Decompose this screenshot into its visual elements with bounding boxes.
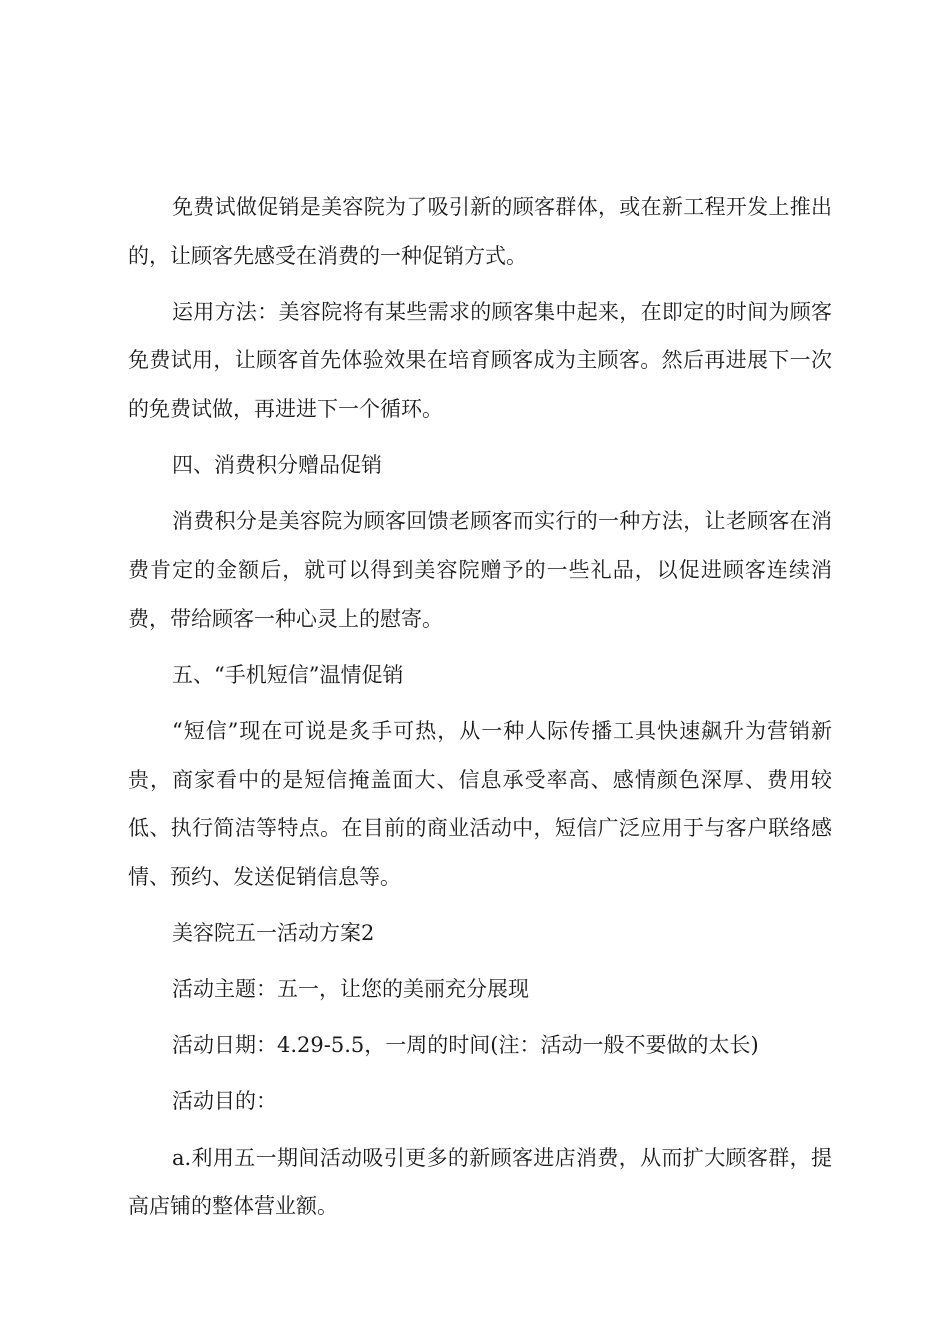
paragraph-activity-theme: 活动主题：五一，让您的美丽充分展现 — [172, 977, 529, 1002]
heading-points-gift-promotion: 四、消费积分赠品促销 — [172, 453, 382, 478]
heading-sms-promotion: 五、“手机短信”温情促销 — [172, 662, 404, 687]
document-body — [128, 183, 832, 1238]
paragraph-points-gift: 消费积分是美容院为顾客回馈老顾客而实行的一种方法，让老顾客在消费肯定的金额后，就可以得到美容院赠予的一些礼品，以促进顾客连续消费，带给顾客一种心灵上的慰寄。 — [128, 509, 832, 631]
paragraph-sms: “短信”现在可说是炙手可热，从一种人际传播工具快速飙升为营销新贵，商家看中的是短信掩盖面大、信息承受率高、感情颜色深厚、费用较低、执行简洁等特点。在目前的商业活动中，短信广泛应用于与客户联络感情、预约、发送促销信息等。 — [128, 718, 832, 889]
paragraph-activity-purpose: 活动目的： — [172, 1089, 277, 1114]
paragraph-purpose-a: a.利用五一期间活动吸引更多的新顾客进店消费，从而扩大顾客群，提高店铺的整体营业额。 — [128, 1145, 832, 1219]
paragraph-activity-date: 活动日期：4.29-5.5，一周的时间(注：活动一般不要做的太长) — [172, 1033, 759, 1058]
heading-plan-2: 美容院五一活动方案2 — [172, 920, 375, 945]
paragraph-usage-method: 运用方法：美容院将有某些需求的顾客集中起来，在即定的时间为顾客免费试用，让顾客首先体验效果在培育顾客成为主顾客。然后再进展下一次的免费试做，再进进下一个循环。 — [128, 299, 832, 421]
paragraph-free-trial-intro: 免费试做促销是美容院为了吸引新的顾客群体，或在新工程开发上推出的，让顾客先感受在消费的一种促销方式。 — [128, 195, 832, 268]
